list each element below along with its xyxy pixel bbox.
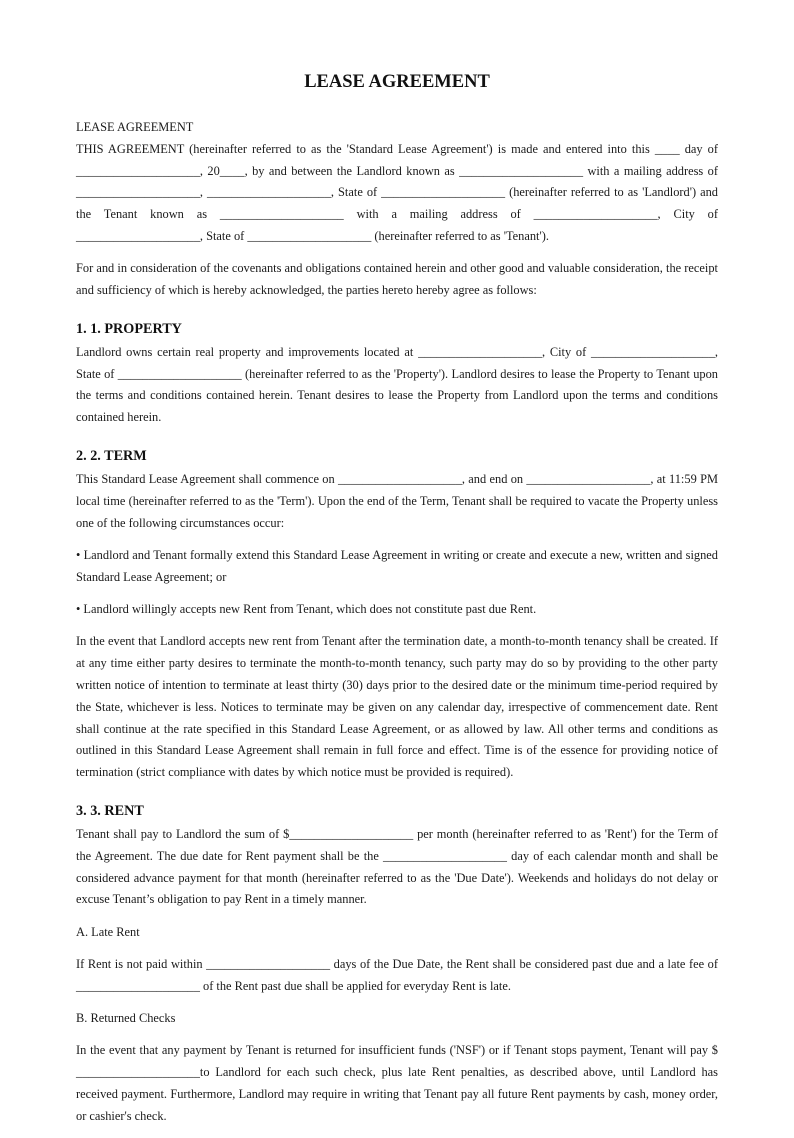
term-bullet-extend: • Landlord and Tenant formally extend this Standard Lease Agreement in writing or create and execute a new, written and signed Standard Lease Agreement; or bbox=[76, 547, 718, 584]
document-title: LEASE AGREEMENT bbox=[304, 72, 490, 92]
holdover-paragraph: In the event that Landlord accepts new rent from Tenant after the termination date, a month-to-month tenancy shall be created. If at any time either party desires to terminate the month-to-month tenancy, such party may do so by providing to the other party written notice of intention to terminate at least thirty (30) days prior to the desired date or the minimum time-period required by the State, whichever is less. Notices to terminate may be given on any calendar day, irrespective of commencement date. Rent shall continue at the rate specified in this Standard Lease Agreement, or as allowed by law. All other terms and conditions as outlined in this Standard Lease Agreement shall remain in full force and effect. Time is of the essence for providing notice of termination (strict compliance with dates by which notice must be provided is required). bbox=[76, 634, 718, 780]
rent-heading: 3. 3. RENT bbox=[76, 802, 144, 819]
document-page bbox=[76, 68, 718, 1138]
document-label: LEASE AGREEMENT bbox=[76, 120, 194, 134]
property-heading: 1. 1. PROPERTY bbox=[76, 320, 182, 337]
property-paragraph: Landlord owns certain real property and improvements located at ____________________, City of ____________________, State of ____________________ (hereinafter referred to as the 'Property'). Landlord desires to lease the Property to Tenant upon the terms and conditions contained herein. Tenant desires to lease the Property from Landlord upon the terms and conditions contained herein. bbox=[76, 344, 718, 425]
term-bullet-accept-rent: • Landlord willingly accepts new Rent from Tenant, which does not constitute past due Rent. bbox=[76, 602, 537, 617]
intro-paragraph: THIS AGREEMENT (hereinafter referred to as the 'Standard Lease Agreement') is made and entered into this ____ day of ____________________, 20____, by and between the Landlord known as ____________________ with a mailing address of ____________________, ____________________, State of ____________________ (hereinafter referred to as 'Landlord') and the Tenant known as ____________________ with a mailing address of ____________________, City of ____________________, State of ____________________ (hereinafter referred to as 'Tenant'). bbox=[76, 141, 718, 243]
late-rent-paragraph: If Rent is not paid within ____________________ days of the Due Date, the Rent shall be considered past due and a late fee of ____________________ of the Rent past due shall be applied for everyday Rent is late. bbox=[76, 956, 718, 993]
consideration-paragraph: For and in consideration of the covenants and obligations contained herein and other good and valuable consideration, the receipt and sufficiency of which is hereby acknowledged, the parties hereto hereby agree as follows: bbox=[76, 261, 718, 298]
rent-paragraph: Tenant shall pay to Landlord the sum of $____________________ per month (hereinafter referred to as 'Rent') for the Term of the Agreement. The due date for Rent payment shall be the ____________________ day of each calendar month and shall be considered advance payment for that month (hereinafter referred to as the 'Due Date'). Weekends and holidays do not delay or excuse Tenant’s obligation to pay Rent in a timely manner. bbox=[76, 826, 718, 907]
term-heading: 2. 2. TERM bbox=[76, 448, 147, 465]
term-paragraph: This Standard Lease Agreement shall commence on ____________________, and end on ____________________, at 11:59 PM local time (hereinafter referred to as the 'Term'). Upon the end of the Term, Tenant shall be required to vacate the Property unless one of the following circumstances occur: bbox=[76, 472, 718, 530]
returned-checks-paragraph: In the event that any payment by Tenant is returned for insufficient funds ('NSF') or if Tenant stops payment, Tenant will pay $ ____________________to Landlord for each such check, plus late Rent penalties, as described above, until Landlord has received payment. Furthermore, Landlord may require in writing that Tenant pay all future Rent payments by cash, money order, or cashier's check. bbox=[76, 1043, 718, 1123]
late-rent-subheading: A. Late Rent bbox=[76, 924, 140, 939]
returned-checks-subheading: B. Returned Checks bbox=[76, 1011, 176, 1025]
